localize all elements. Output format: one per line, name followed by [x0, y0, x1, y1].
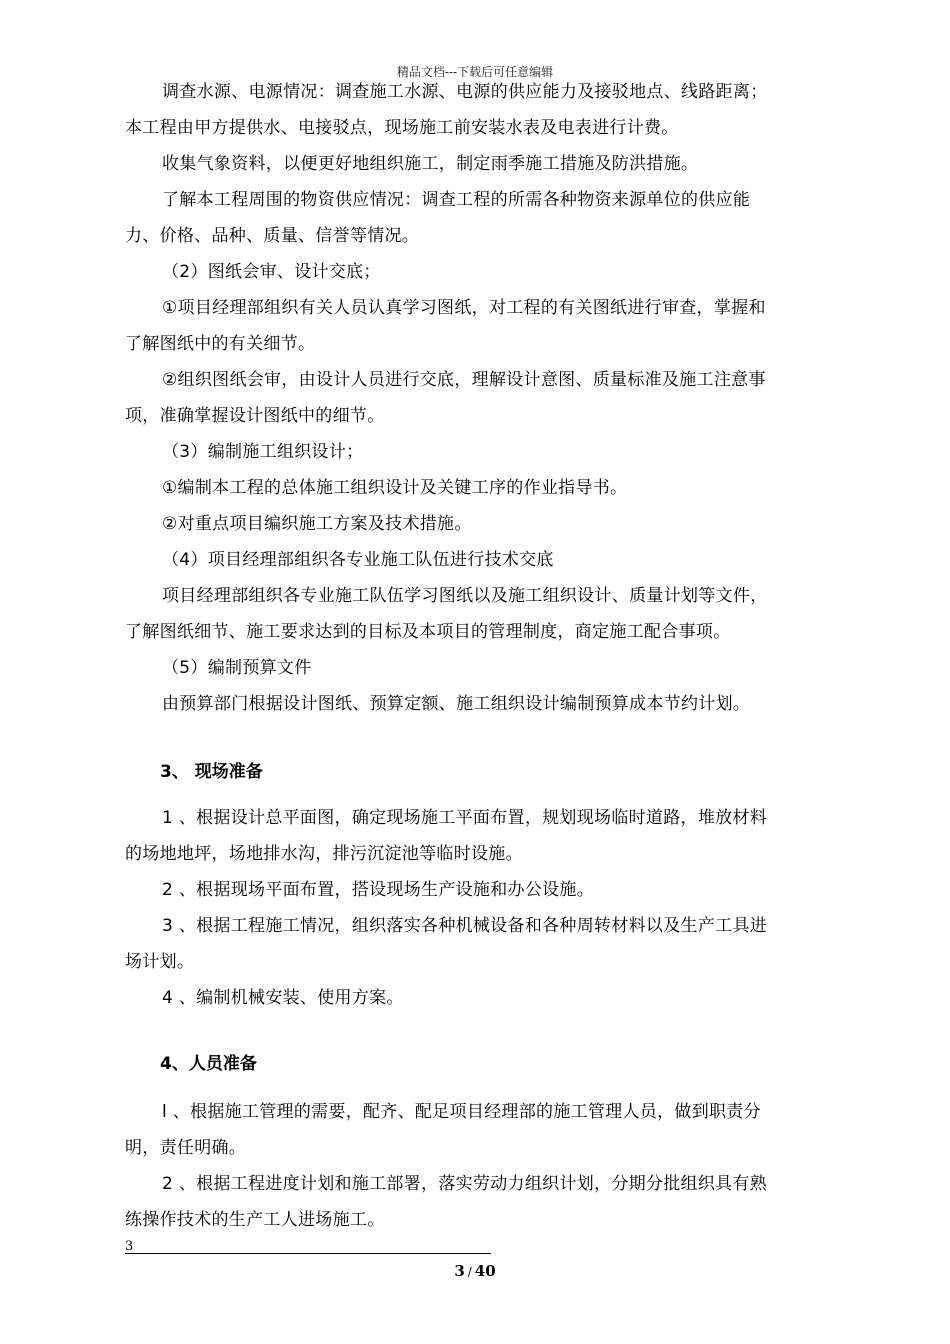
footer-page-number: 3 — [125, 1239, 134, 1254]
paragraph-line: 项目经理部组织各专业施工队伍学习图纸以及施工组织设计、质量计划等文件， — [162, 586, 768, 606]
paragraph-line: ②组织图纸会审，由设计人员进行交底，理解设计意图、质量标准及施工注意事 — [162, 370, 766, 390]
paragraph-line: 1 、根据设计总平面图，确定现场施工平面布置，规划现场临时道路，堆放材料 — [162, 808, 768, 828]
page-separator: / — [467, 1265, 472, 1279]
paragraph-line: ②对重点项目编织施工方案及技术措施。 — [162, 514, 472, 534]
paragraph-line: 2 、根据工程进度计划和施工部署，落实劳动力组织计划，分期分批组织具有熟 — [162, 1174, 768, 1194]
paragraph-line: 2 、根据现场平面布置，搭设现场生产设施和办公设施。 — [162, 880, 595, 900]
paragraph-line: 了解本工程周围的物资供应情况：调查工程的所需各种物资来源单位的供应能 — [162, 190, 751, 210]
paragraph-line: 项，准确掌握设计图纸中的细节。 — [125, 406, 385, 426]
current-page: 3 — [454, 1262, 465, 1280]
list-item-heading: （3）编制施工组织设计； — [162, 442, 364, 462]
section-heading: 4、人员准备 — [160, 1054, 257, 1074]
total-pages: 40 — [474, 1262, 496, 1280]
paragraph-line: 了解图纸细节、施工要求达到的目标及本项目的管理制度，商定施工配合事项。 — [125, 622, 731, 642]
paragraph-line: 的场地地坪，场地排水沟，排污沉淀池等临时设施。 — [125, 844, 523, 864]
paragraph-line: l 、根据施工管理的需要，配齐、配足项目经理部的施工管理人员，做到职责分 — [162, 1102, 761, 1122]
paragraph-line: 本工程由甲方提供水、电接驳点，现场施工前安装水表及电表进行计费。 — [125, 118, 679, 138]
paragraph-line: 明，责任明确。 — [125, 1138, 247, 1158]
document-header: 精品文档---下载后可任意编辑 — [396, 65, 554, 79]
paragraph-line: 3 、根据工程施工情况，组织落实各种机械设备和各种周转材料以及生产工具进 — [162, 916, 768, 936]
list-item-heading: （2）图纸会审、设计交底； — [162, 262, 381, 282]
paragraph-line: 练操作技术的生产工人进场施工。 — [125, 1210, 385, 1230]
page-indicator — [0, 1262, 950, 1280]
list-item-heading: （5）编制预算文件 — [162, 658, 312, 678]
paragraph-line: ①项目经理部组织有关人员认真学习图纸，对工程的有关图纸进行审查，掌握和 — [162, 298, 766, 318]
paragraph-line: 了解图纸中的有关细节。 — [125, 334, 316, 354]
paragraph-line: 4 、编制机械安装、使用方案。 — [162, 988, 404, 1008]
list-item-heading: （4）项目经理部组织各专业施工队伍进行技术交底 — [162, 550, 554, 570]
paragraph-line: 调查水源、电源情况：调查施工水源、电源的供应能力及接驳地点、线路距离； — [162, 82, 768, 102]
paragraph-line: 由预算部门根据设计图纸、预算定额、施工组织设计编制预算成本节约计划。 — [162, 694, 751, 714]
paragraph-line: 场计划。 — [125, 952, 195, 972]
section-heading: 3、 现场准备 — [160, 762, 263, 782]
footer-divider — [125, 1253, 491, 1254]
paragraph-line: ①编制本工程的总体施工组织设计及关键工序的作业指导书。 — [162, 478, 628, 498]
paragraph-line: 收集气象资料，以便更好地组织施工，制定雨季施工措施及防洪措施。 — [162, 154, 699, 174]
paragraph-line: 力、价格、品种、质量、信誉等情况。 — [125, 226, 420, 246]
